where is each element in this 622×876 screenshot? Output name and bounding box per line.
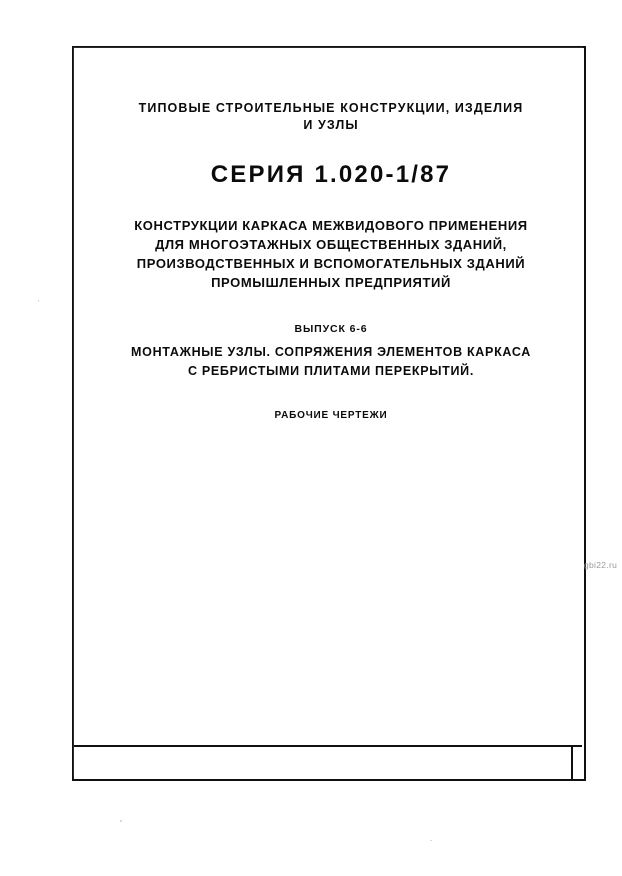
description-line-3: ПРОИЗВОДСТВЕННЫХ И ВСПОМОГАТЕЛЬНЫХ ЗДАНИЙ [136, 256, 526, 271]
header-line-1: ТИПОВЫЕ СТРОИТЕЛЬНЫЕ КОНСТРУКЦИИ, ИЗДЕЛИЯ [138, 101, 524, 115]
header-line-2: И УЗЛЫ [303, 118, 359, 132]
scan-speckle [120, 820, 122, 822]
issue-title-line-2: С РЕБРИСТЫМИ ПЛИТАМИ ПЕРЕКРЫТИЙ. [187, 364, 475, 378]
title-text-block [74, 100, 588, 423]
title-page-frame [72, 46, 586, 781]
issue-number: ВЫПУСК 6-6 [294, 323, 368, 335]
description-block [74, 216, 588, 292]
scan-speckle [430, 840, 432, 841]
series-title: СЕРИЯ 1.020-1/87 [210, 161, 452, 188]
working-drawings-label: РАБОЧИЕ ЧЕРТЕЖИ [274, 410, 388, 421]
issue-title-line-1: МОНТАЖНЫЕ УЗЛЫ. СОПРЯЖЕНИЯ ЭЛЕМЕНТОВ КАРКАСА [131, 345, 531, 359]
title-block-divider [571, 745, 573, 779]
issue-title-block [74, 343, 588, 381]
document-header [74, 100, 588, 134]
title-block-stamp [74, 745, 582, 779]
description-line-1: КОНСТРУКЦИИ КАРКАСА МЕЖВИДОВОГО ПРИМЕНЕНИЯ [134, 218, 528, 233]
scan-speckle [38, 300, 39, 302]
description-line-2: ДЛЯ МНОГОЭТАЖНЫХ ОБЩЕСТВЕННЫХ ЗДАНИЙ, [155, 237, 507, 252]
watermark: gbi22.ru [584, 560, 618, 570]
description-line-4: ПРОМЫШЛЕННЫХ ПРЕДПРИЯТИЙ [211, 275, 451, 290]
